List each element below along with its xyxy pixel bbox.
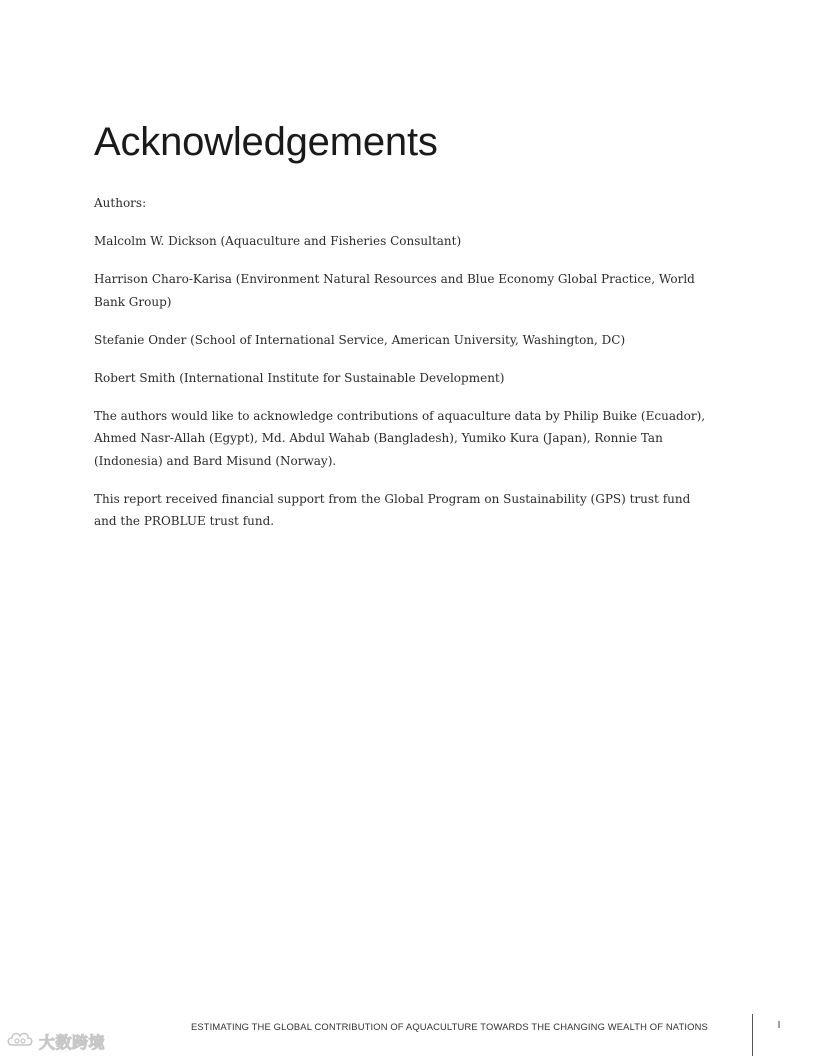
footer-divider — [752, 1014, 753, 1056]
funding-paragraph: This report received financial support from the Global Program on Sustainability (GPS) trust fund and the PROBLUE trust fund. — [94, 491, 691, 528]
watermark — [6, 1029, 105, 1053]
authors-heading: Authors: — [94, 196, 147, 210]
footer-running-title: ESTIMATING THE GLOBAL CONTRIBUTION OF AQUACULTURE TOWARDS THE CHANGING WEALTH OF NATIONS — [191, 1021, 708, 1032]
watermark-text: 大数跨境 — [39, 1032, 106, 1052]
acknowledgements-body — [94, 192, 714, 548]
author-entry: Stefanie Onder (School of International Service, American University, Washington, DC) — [94, 332, 626, 347]
cloud-logo-icon — [6, 1028, 36, 1055]
author-entry: Robert Smith (International Institute for Sustainable Development) — [94, 370, 505, 385]
author-entry: Malcolm W. Dickson (Aquaculture and Fisheries Consultant) — [94, 234, 462, 248]
page-number: I — [777, 1020, 781, 1031]
page-title: Acknowledgements — [94, 120, 438, 164]
author-entry: Harrison Charo-Karisa (Environment Natural Resources and Blue Economy Global Practice, World Bank Group) — [94, 272, 695, 309]
contributions-paragraph: The authors would like to acknowledge contributions of aquaculture data by Philip Buike (Ecuador), Ahmed Nasr-Allah (Egypt), Md. Abdul Wahab (Bangladesh), Yumiko Kura (Japan), Ronnie Tan (Indonesia) and Bard Misund (Norway). — [94, 408, 706, 468]
